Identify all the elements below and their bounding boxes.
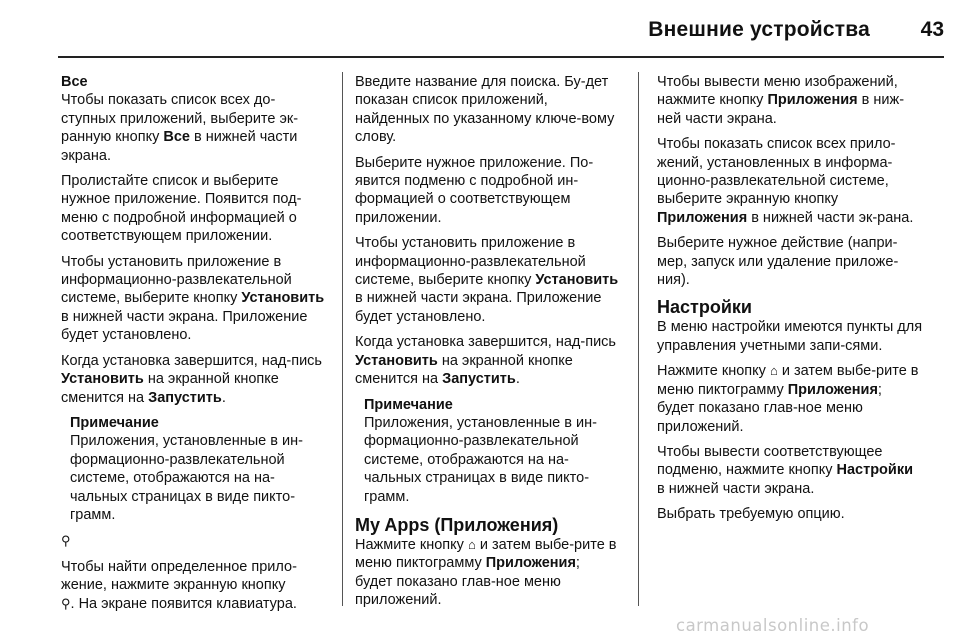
section-heading-settings: Настройки: [657, 297, 752, 318]
section-heading-my-apps: My Apps (Приложения): [355, 514, 559, 535]
subheading-all: Все: [61, 74, 88, 90]
paragraph: Чтобы установить приложение в информационно-развлекательной системе, выберите кнопку Установить в нижней части экрана. Приложение будет установлено.: [355, 235, 619, 325]
header-divider: [58, 56, 944, 58]
paragraph: Чтобы показать список всех до-ступных приложений, выберите эк-ранную кнопку Все в нижней части экрана.: [61, 92, 299, 164]
paragraph: Пролистайте список и выберите нужное приложение. Появится под-меню с подробной информацией о соответствующем приложении.: [61, 173, 302, 245]
home-icon: ⌂: [769, 363, 778, 379]
text-column-1: [61, 73, 327, 620]
watermark: carmanualsonline.info: [676, 616, 870, 635]
column-divider-1: [342, 72, 343, 606]
paragraph: Выбрать требуемую опцию.: [657, 506, 845, 523]
text-column-2: [355, 73, 621, 617]
note-block: [70, 414, 327, 524]
paragraph: Нажмите кнопку ⌂ и затем выбе-рите в меню пиктограмму Приложения; будет показано глав-ное меню приложений.: [355, 536, 617, 609]
home-icon: ⌂: [467, 536, 476, 552]
paragraph: Введите название для поиска. Бу-дет показан список приложений, найденных по указанному ключе-вому слову.: [355, 74, 615, 146]
note-title: Примечание: [364, 396, 453, 413]
page-header-title: Внешние устройства: [648, 18, 870, 41]
page-number: 43: [920, 18, 944, 41]
search-icon: ⚲: [61, 595, 71, 611]
paragraph: В меню настройки имеются пункты для управления учетными запи-сями.: [657, 319, 923, 354]
paragraph: Выберите нужное действие (напри-мер, запуск или удаление приложе-ния).: [657, 235, 899, 289]
paragraph: Чтобы вывести меню изображений, нажмите кнопку Приложения в ниж-ней части экрана.: [657, 74, 905, 127]
note-text: Приложения, установленные в ин-формационно-развлекательной системе, отображаются на на-чальных страницах в виде пикто-грамм.: [364, 414, 597, 505]
search-icon: ⚲: [61, 533, 71, 549]
note-text: Приложения, установленные в ин-формационно-развлекательной системе, отображаются на на-чальных страницах в виде пикто-грамм.: [70, 433, 303, 523]
paragraph: Чтобы найти определенное прило-жение, нажмите экранную кнопку ⚲. На экране появится клавиатура.: [61, 558, 297, 612]
paragraph: Когда установка завершится, над-пись Установить на экранной кнопке сменится на Запустить.: [61, 352, 322, 406]
paragraph: Нажмите кнопку ⌂ и затем выбе-рите в меню пиктограмму Приложения; будет показано глав-ное меню приложений.: [657, 363, 919, 435]
paragraph: Выберите нужное приложение. По-явится подменю с подробной ин-формацией о соответствующем приложении.: [355, 154, 594, 226]
note-title: Примечание: [70, 414, 159, 431]
note-block: [364, 396, 621, 506]
text-column-3: [657, 73, 923, 531]
paragraph: Чтобы вывести соответствующее подменю, нажмите кнопку Настройки в нижней части экрана.: [657, 443, 914, 497]
paragraph: Чтобы установить приложение в информационно-развлекательной системе, выберите кнопку Установить в нижней части экрана. Приложение будет установлено.: [61, 253, 325, 344]
column-divider-2: [638, 72, 639, 606]
paragraph: Когда установка завершится, над-пись Установить на экранной кнопке сменится на Запустить.: [355, 334, 616, 388]
paragraph: Чтобы показать список всех прило-жений, установленных в информа-ционно-развлекательной системе, выберите экранную кнопку Приложения в нижней части эк-рана.: [657, 136, 914, 226]
